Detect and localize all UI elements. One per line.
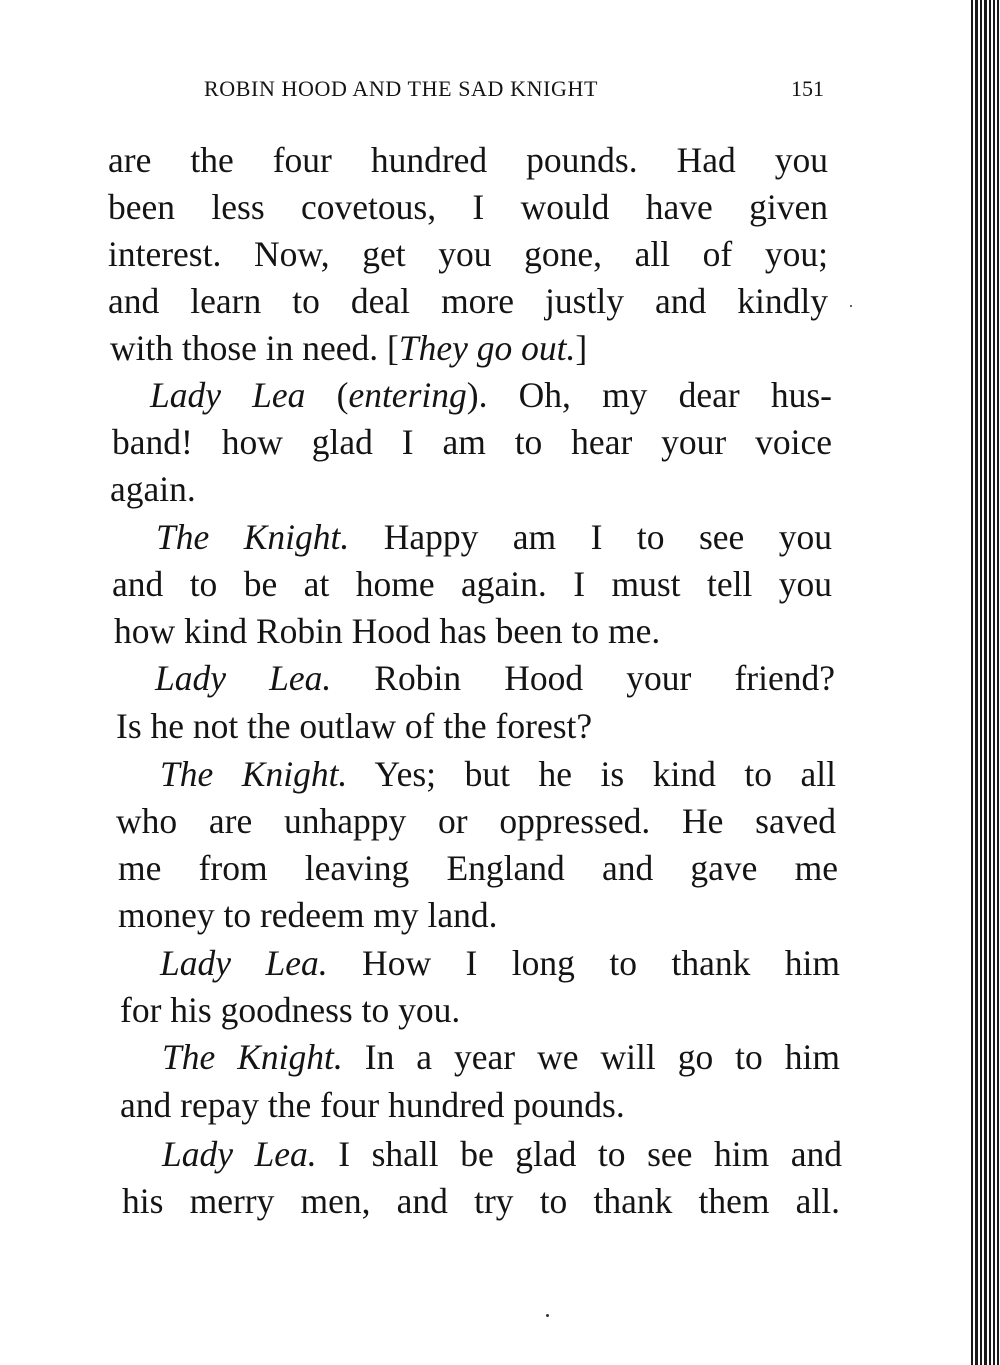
text-line [155, 658, 835, 698]
text-run: ( [305, 375, 349, 415]
text-run: who are unhappy or oppressed. He saved [116, 801, 836, 841]
text-run: interest. Now, get you gone, all of you; [108, 234, 828, 274]
text-line [114, 611, 792, 651]
text-run: How I long to thank him [327, 943, 841, 983]
text-run: how kind Robin Hood has been to me. [114, 611, 661, 651]
text-run: band! how glad I am to hear your voice [112, 422, 832, 462]
text-line [116, 801, 836, 841]
page-number: 151 [791, 76, 824, 101]
italic-text: The Knight. [162, 1037, 343, 1077]
text-line [160, 943, 841, 983]
text-run: and learn to deal more justly and kindly [108, 281, 828, 321]
text-line [112, 422, 832, 462]
italic-text: Lady Lea [150, 375, 306, 415]
text-line [108, 187, 828, 227]
text-run: money to redeem my land. [118, 895, 498, 935]
text-run: Is he not the outlaw of the forest? [116, 706, 593, 746]
italic-text: The Knight. [160, 754, 348, 794]
text-run: ] [575, 328, 588, 368]
text-run: me from leaving England and gave me [118, 848, 838, 888]
italic-text: They go out. [398, 328, 576, 368]
text-line [112, 564, 832, 604]
text-line [122, 1181, 840, 1221]
text-run: ). Oh, my dear hus- [466, 375, 833, 415]
text-run: for his goodness to you. [120, 990, 461, 1030]
text-run: again. [110, 469, 196, 509]
text-run: been less covetous, I would have given [108, 187, 828, 227]
text-run: are the four hundred pounds. Had you [108, 140, 828, 180]
text-line [156, 517, 833, 557]
text-line [162, 1037, 840, 1077]
italic-text: Lady Lea. [155, 658, 332, 698]
text-run: and repay the four hundred pounds. [120, 1085, 625, 1125]
text-run: Happy am I to see you [349, 517, 833, 557]
text-line [160, 754, 836, 794]
italic-text: entering [348, 375, 467, 415]
italic-text: Lady Lea. [160, 943, 328, 983]
text-run: and to be at home again. I must tell you [112, 564, 832, 604]
running-title: ROBIN HOOD AND THE SAD KNIGHT [204, 76, 599, 101]
text-line [116, 706, 740, 746]
text-line [110, 469, 214, 509]
speck [850, 305, 852, 307]
text-line [162, 1134, 843, 1174]
text-line [108, 234, 828, 274]
text-line [110, 328, 702, 368]
italic-text: Lady Lea. [162, 1134, 317, 1174]
text-line [108, 140, 828, 180]
text-run: In a year we will go to him [342, 1037, 840, 1077]
text-line [150, 375, 833, 415]
text-run: I shall be glad to see him and [316, 1134, 843, 1174]
text-line [108, 281, 828, 321]
text-run: Robin Hood your friend? [331, 658, 835, 698]
text-run: with those in need. [ [110, 328, 399, 368]
text-run: his merry men, and try to thank them all. [122, 1181, 840, 1221]
speck [546, 1314, 549, 1317]
text-line [118, 895, 588, 935]
text-line [120, 990, 544, 1030]
italic-text: The Knight. [156, 517, 350, 557]
binding-edge [970, 0, 1000, 1365]
text-run: Yes; but he is kind to all [347, 754, 836, 794]
text-line [120, 1085, 724, 1125]
text-line [118, 848, 838, 888]
